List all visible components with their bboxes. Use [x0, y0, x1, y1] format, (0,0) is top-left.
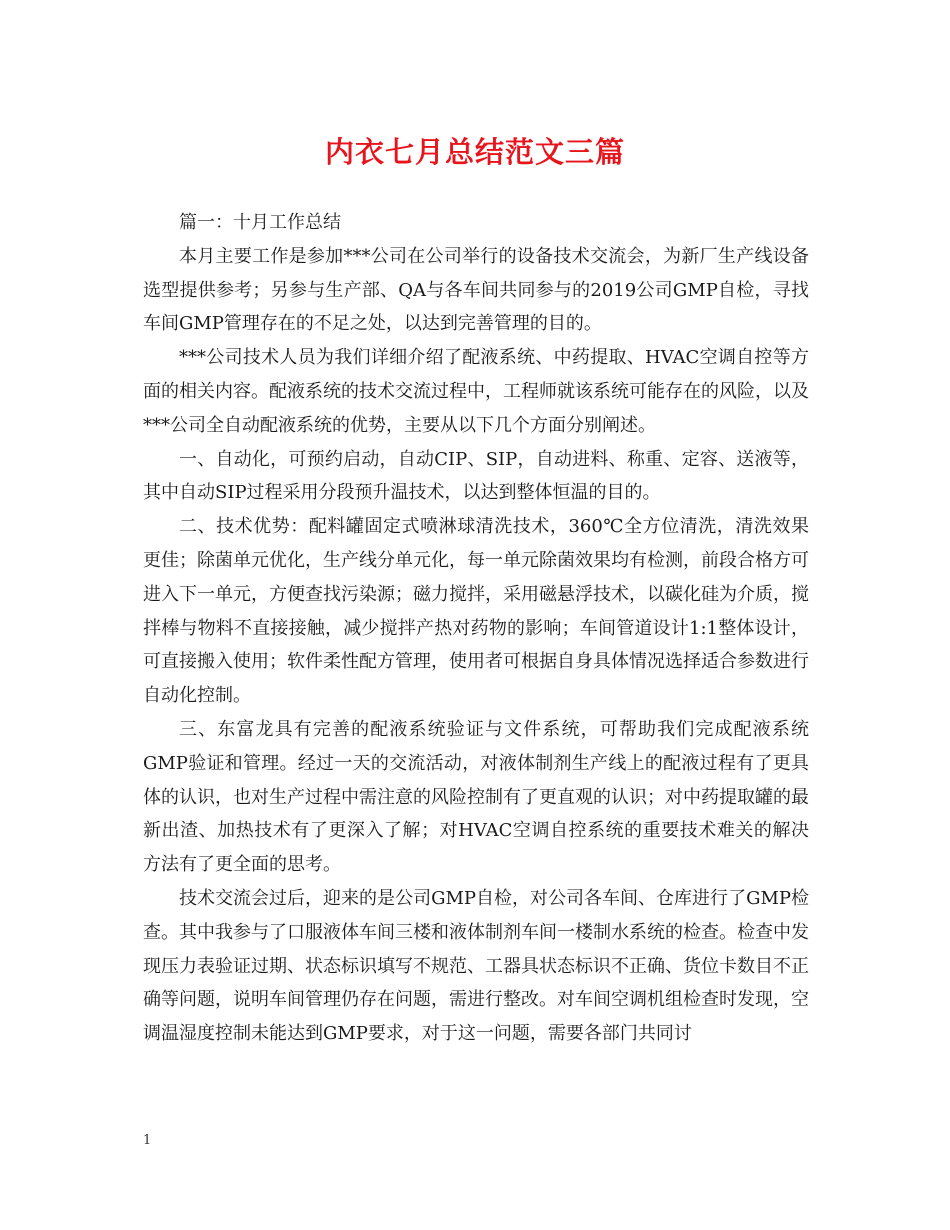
paragraph: 二、技术优势：配料罐固定式喷淋球清洗技术，360℃全方位清洗，清洗效果更佳；除菌单元优化，生产线分单元化，每一单元除菌效果均有检测，前段合格方可进入下一单元，方便查找污染源；磁力搅拌，采用磁悬浮技术，以碳化硅为介质，搅拌棒与物料不直接接触，减少搅拌产热对药物的影响；车间管道设计1:1整体设计，可直接搬入使用；软件柔性配方管理，使用者可根据自身具体情况选择适合参数进行自动化控制。 [143, 516, 809, 707]
page-number: 1 [143, 1133, 152, 1148]
document-title: 内衣七月总结范文三篇 [324, 135, 625, 169]
document-body [143, 206, 809, 1051]
paragraph: 技术交流会过后，迎来的是公司GMP自检，对公司各车间、仓库进行了GMP检查。其中我参与了口服液体车间三楼和液体制剂车间一楼制水系统的检查。检查中发现压力表验证过期、状态标识填写不规范、工器具状态标识不正确、货位卡数目不正确等问题，说明车间管理仍存在问题，需进行整改。对车间空调机组检查时发现，空调温湿度控制未能达到GMP要求，对于这一问题，需要各部门共同讨 [143, 887, 809, 1045]
section-heading: 篇一：十月工作总结 [179, 212, 341, 233]
paragraph: ***公司技术人员为我们详细介绍了配液系统、中药提取、HVAC空调自控等方面的相关内容。配液系统的技术交流过程中，工程师就该系统可能存在的风险，以及***公司全自动配液系统的优势，主要从以下几个方面分别阐述。 [143, 347, 809, 436]
paragraph: 本月主要工作是参加***公司在公司举行的设备技术交流会，为新厂生产线设备选型提供参考；另参与生产部、QA与各车间共同参与的2019公司GMP自检，寻找车间GMP管理存在的不足之处，以达到完善管理的目的。 [143, 245, 809, 335]
paragraph: 一、自动化，可预约启动，自动CIP、SIP，自动进料、称重、定容、送液等，其中自动SIP过程采用分段预升温技术，以达到整体恒温的目的。 [143, 448, 809, 504]
paragraph: 三、东富龙具有完善的配液系统验证与文件系统，可帮助我们完成配液系统GMP验证和管理。经过一天的交流活动，对液体制剂生产线上的配液过程有了更具体的认识，也对生产过程中需注意的风险控制有了更直观的认识；对中药提取罐的最新出渣、加热技术有了更深入了解；对HVAC空调自控系统的重要技术难关的解决方法有了更全面的思考。 [143, 718, 809, 876]
